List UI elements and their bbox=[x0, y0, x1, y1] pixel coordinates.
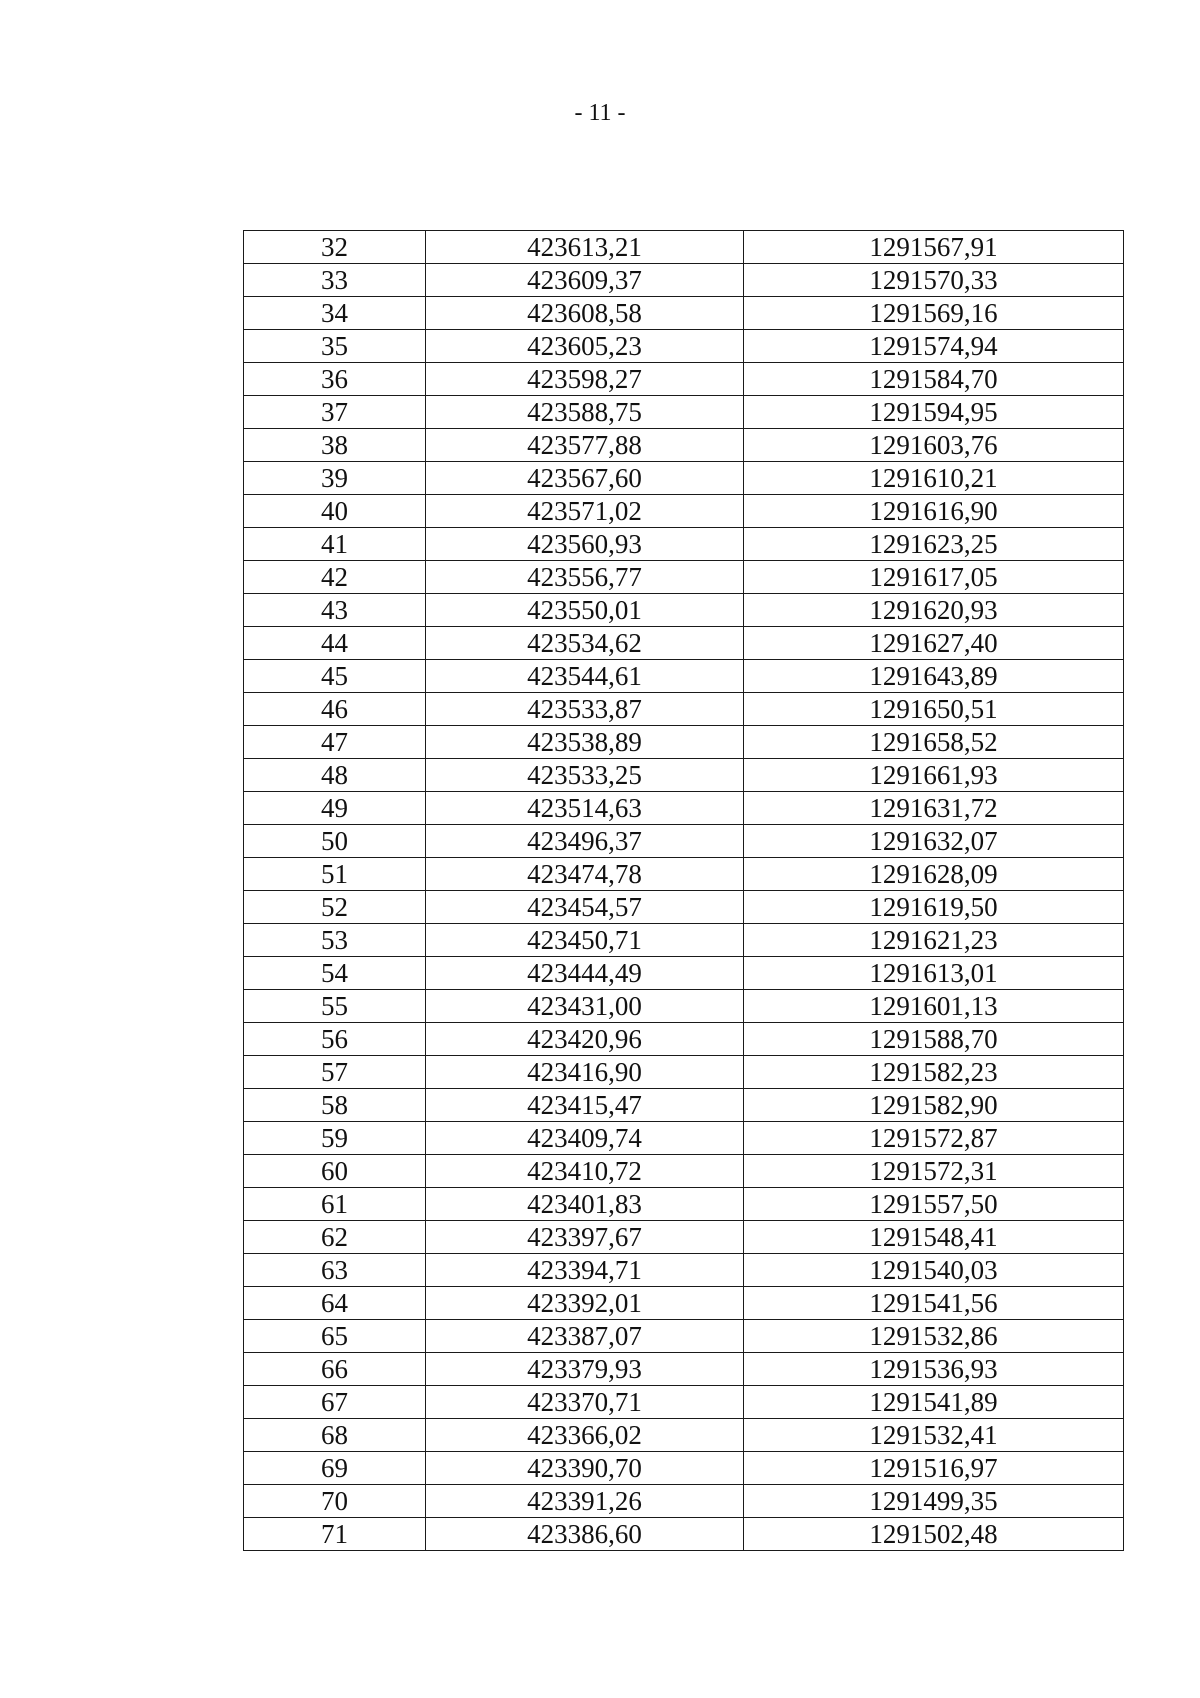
point-number-cell: 37 bbox=[244, 396, 426, 429]
y-coordinate-cell: 1291632,07 bbox=[744, 825, 1124, 858]
point-number-cell: 33 bbox=[244, 264, 426, 297]
x-coordinate-cell: 423366,02 bbox=[426, 1419, 744, 1452]
x-coordinate-cell: 423409,74 bbox=[426, 1122, 744, 1155]
y-coordinate-cell: 1291617,05 bbox=[744, 561, 1124, 594]
table-row bbox=[244, 1155, 1124, 1188]
table-row bbox=[244, 1023, 1124, 1056]
table-row bbox=[244, 1287, 1124, 1320]
y-coordinate-cell: 1291516,97 bbox=[744, 1452, 1124, 1485]
table-row bbox=[244, 726, 1124, 759]
table-row bbox=[244, 858, 1124, 891]
table-row bbox=[244, 561, 1124, 594]
table-row bbox=[244, 990, 1124, 1023]
table-row bbox=[244, 957, 1124, 990]
x-coordinate-cell: 423588,75 bbox=[426, 396, 744, 429]
x-coordinate-cell: 423420,96 bbox=[426, 1023, 744, 1056]
y-coordinate-cell: 1291532,86 bbox=[744, 1320, 1124, 1353]
point-number-cell: 38 bbox=[244, 429, 426, 462]
point-number-cell: 68 bbox=[244, 1419, 426, 1452]
point-number-cell: 34 bbox=[244, 297, 426, 330]
point-number-cell: 61 bbox=[244, 1188, 426, 1221]
x-coordinate-cell: 423416,90 bbox=[426, 1056, 744, 1089]
point-number-cell: 62 bbox=[244, 1221, 426, 1254]
table-row bbox=[244, 825, 1124, 858]
table-row bbox=[244, 297, 1124, 330]
x-coordinate-cell: 423392,01 bbox=[426, 1287, 744, 1320]
y-coordinate-cell: 1291541,89 bbox=[744, 1386, 1124, 1419]
y-coordinate-cell: 1291499,35 bbox=[744, 1485, 1124, 1518]
y-coordinate-cell: 1291584,70 bbox=[744, 363, 1124, 396]
table-row bbox=[244, 627, 1124, 660]
table-row bbox=[244, 660, 1124, 693]
point-number-cell: 69 bbox=[244, 1452, 426, 1485]
x-coordinate-cell: 423474,78 bbox=[426, 858, 744, 891]
x-coordinate-cell: 423386,60 bbox=[426, 1518, 744, 1551]
point-number-cell: 39 bbox=[244, 462, 426, 495]
x-coordinate-cell: 423450,71 bbox=[426, 924, 744, 957]
point-number-cell: 63 bbox=[244, 1254, 426, 1287]
point-number-cell: 36 bbox=[244, 363, 426, 396]
table-row bbox=[244, 264, 1124, 297]
point-number-cell: 51 bbox=[244, 858, 426, 891]
page-number: - 11 - bbox=[574, 100, 626, 126]
x-coordinate-cell: 423415,47 bbox=[426, 1089, 744, 1122]
point-number-cell: 60 bbox=[244, 1155, 426, 1188]
table-row bbox=[244, 1485, 1124, 1518]
table-row bbox=[244, 330, 1124, 363]
y-coordinate-cell: 1291572,87 bbox=[744, 1122, 1124, 1155]
x-coordinate-cell: 423444,49 bbox=[426, 957, 744, 990]
y-coordinate-cell: 1291557,50 bbox=[744, 1188, 1124, 1221]
point-number-cell: 44 bbox=[244, 627, 426, 660]
coordinates-table-body bbox=[244, 231, 1124, 1551]
table-row bbox=[244, 693, 1124, 726]
x-coordinate-cell: 423391,26 bbox=[426, 1485, 744, 1518]
table-row bbox=[244, 528, 1124, 561]
x-coordinate-cell: 423401,83 bbox=[426, 1188, 744, 1221]
table-row bbox=[244, 1419, 1124, 1452]
table-row bbox=[244, 1254, 1124, 1287]
table-row bbox=[244, 924, 1124, 957]
y-coordinate-cell: 1291623,25 bbox=[744, 528, 1124, 561]
x-coordinate-cell: 423544,61 bbox=[426, 660, 744, 693]
point-number-cell: 42 bbox=[244, 561, 426, 594]
point-number-cell: 49 bbox=[244, 792, 426, 825]
y-coordinate-cell: 1291540,03 bbox=[744, 1254, 1124, 1287]
y-coordinate-cell: 1291567,91 bbox=[744, 231, 1124, 264]
y-coordinate-cell: 1291548,41 bbox=[744, 1221, 1124, 1254]
point-number-cell: 40 bbox=[244, 495, 426, 528]
y-coordinate-cell: 1291658,52 bbox=[744, 726, 1124, 759]
y-coordinate-cell: 1291502,48 bbox=[744, 1518, 1124, 1551]
x-coordinate-cell: 423609,37 bbox=[426, 264, 744, 297]
table-row bbox=[244, 462, 1124, 495]
y-coordinate-cell: 1291582,23 bbox=[744, 1056, 1124, 1089]
x-coordinate-cell: 423394,71 bbox=[426, 1254, 744, 1287]
x-coordinate-cell: 423613,21 bbox=[426, 231, 744, 264]
point-number-cell: 46 bbox=[244, 693, 426, 726]
point-number-cell: 71 bbox=[244, 1518, 426, 1551]
point-number-cell: 67 bbox=[244, 1386, 426, 1419]
point-number-cell: 56 bbox=[244, 1023, 426, 1056]
y-coordinate-cell: 1291620,93 bbox=[744, 594, 1124, 627]
y-coordinate-cell: 1291570,33 bbox=[744, 264, 1124, 297]
x-coordinate-cell: 423608,58 bbox=[426, 297, 744, 330]
point-number-cell: 47 bbox=[244, 726, 426, 759]
table-row bbox=[244, 363, 1124, 396]
x-coordinate-cell: 423605,23 bbox=[426, 330, 744, 363]
point-number-cell: 48 bbox=[244, 759, 426, 792]
table-row bbox=[244, 792, 1124, 825]
point-number-cell: 50 bbox=[244, 825, 426, 858]
point-number-cell: 43 bbox=[244, 594, 426, 627]
x-coordinate-cell: 423496,37 bbox=[426, 825, 744, 858]
x-coordinate-cell: 423560,93 bbox=[426, 528, 744, 561]
y-coordinate-cell: 1291621,23 bbox=[744, 924, 1124, 957]
x-coordinate-cell: 423533,87 bbox=[426, 693, 744, 726]
y-coordinate-cell: 1291616,90 bbox=[744, 495, 1124, 528]
table-row bbox=[244, 1122, 1124, 1155]
point-number-cell: 58 bbox=[244, 1089, 426, 1122]
x-coordinate-cell: 423577,88 bbox=[426, 429, 744, 462]
table-row bbox=[244, 1320, 1124, 1353]
table-row bbox=[244, 594, 1124, 627]
table-row bbox=[244, 1221, 1124, 1254]
y-coordinate-cell: 1291610,21 bbox=[744, 462, 1124, 495]
y-coordinate-cell: 1291643,89 bbox=[744, 660, 1124, 693]
y-coordinate-cell: 1291532,41 bbox=[744, 1419, 1124, 1452]
x-coordinate-cell: 423397,67 bbox=[426, 1221, 744, 1254]
x-coordinate-cell: 423534,62 bbox=[426, 627, 744, 660]
x-coordinate-cell: 423431,00 bbox=[426, 990, 744, 1023]
x-coordinate-cell: 423538,89 bbox=[426, 726, 744, 759]
table-row bbox=[244, 396, 1124, 429]
y-coordinate-cell: 1291574,94 bbox=[744, 330, 1124, 363]
x-coordinate-cell: 423556,77 bbox=[426, 561, 744, 594]
point-number-cell: 66 bbox=[244, 1353, 426, 1386]
y-coordinate-cell: 1291613,01 bbox=[744, 957, 1124, 990]
x-coordinate-cell: 423387,07 bbox=[426, 1320, 744, 1353]
point-number-cell: 55 bbox=[244, 990, 426, 1023]
x-coordinate-cell: 423390,70 bbox=[426, 1452, 744, 1485]
point-number-cell: 65 bbox=[244, 1320, 426, 1353]
x-coordinate-cell: 423410,72 bbox=[426, 1155, 744, 1188]
point-number-cell: 54 bbox=[244, 957, 426, 990]
point-number-cell: 45 bbox=[244, 660, 426, 693]
y-coordinate-cell: 1291582,90 bbox=[744, 1089, 1124, 1122]
point-number-cell: 70 bbox=[244, 1485, 426, 1518]
y-coordinate-cell: 1291603,76 bbox=[744, 429, 1124, 462]
y-coordinate-cell: 1291572,31 bbox=[744, 1155, 1124, 1188]
y-coordinate-cell: 1291569,16 bbox=[744, 297, 1124, 330]
y-coordinate-cell: 1291627,40 bbox=[744, 627, 1124, 660]
table-row bbox=[244, 495, 1124, 528]
table-row bbox=[244, 231, 1124, 264]
x-coordinate-cell: 423379,93 bbox=[426, 1353, 744, 1386]
table-row bbox=[244, 1452, 1124, 1485]
table-row bbox=[244, 1518, 1124, 1551]
y-coordinate-cell: 1291588,70 bbox=[744, 1023, 1124, 1056]
y-coordinate-cell: 1291619,50 bbox=[744, 891, 1124, 924]
point-number-cell: 53 bbox=[244, 924, 426, 957]
y-coordinate-cell: 1291650,51 bbox=[744, 693, 1124, 726]
point-number-cell: 59 bbox=[244, 1122, 426, 1155]
table-row bbox=[244, 1056, 1124, 1089]
y-coordinate-cell: 1291536,93 bbox=[744, 1353, 1124, 1386]
point-number-cell: 57 bbox=[244, 1056, 426, 1089]
x-coordinate-cell: 423598,27 bbox=[426, 363, 744, 396]
x-coordinate-cell: 423571,02 bbox=[426, 495, 744, 528]
y-coordinate-cell: 1291661,93 bbox=[744, 759, 1124, 792]
y-coordinate-cell: 1291601,13 bbox=[744, 990, 1124, 1023]
point-number-cell: 41 bbox=[244, 528, 426, 561]
point-number-cell: 52 bbox=[244, 891, 426, 924]
coordinates-table bbox=[243, 230, 1124, 1551]
point-number-cell: 35 bbox=[244, 330, 426, 363]
x-coordinate-cell: 423550,01 bbox=[426, 594, 744, 627]
table-row bbox=[244, 1386, 1124, 1419]
y-coordinate-cell: 1291541,56 bbox=[744, 1287, 1124, 1320]
table-row bbox=[244, 759, 1124, 792]
x-coordinate-cell: 423454,57 bbox=[426, 891, 744, 924]
table-row bbox=[244, 891, 1124, 924]
y-coordinate-cell: 1291631,72 bbox=[744, 792, 1124, 825]
table-row bbox=[244, 1188, 1124, 1221]
x-coordinate-cell: 423533,25 bbox=[426, 759, 744, 792]
table-row bbox=[244, 1089, 1124, 1122]
point-number-cell: 32 bbox=[244, 231, 426, 264]
y-coordinate-cell: 1291628,09 bbox=[744, 858, 1124, 891]
y-coordinate-cell: 1291594,95 bbox=[744, 396, 1124, 429]
x-coordinate-cell: 423514,63 bbox=[426, 792, 744, 825]
table-row bbox=[244, 1353, 1124, 1386]
table-row bbox=[244, 429, 1124, 462]
x-coordinate-cell: 423370,71 bbox=[426, 1386, 744, 1419]
x-coordinate-cell: 423567,60 bbox=[426, 462, 744, 495]
point-number-cell: 64 bbox=[244, 1287, 426, 1320]
